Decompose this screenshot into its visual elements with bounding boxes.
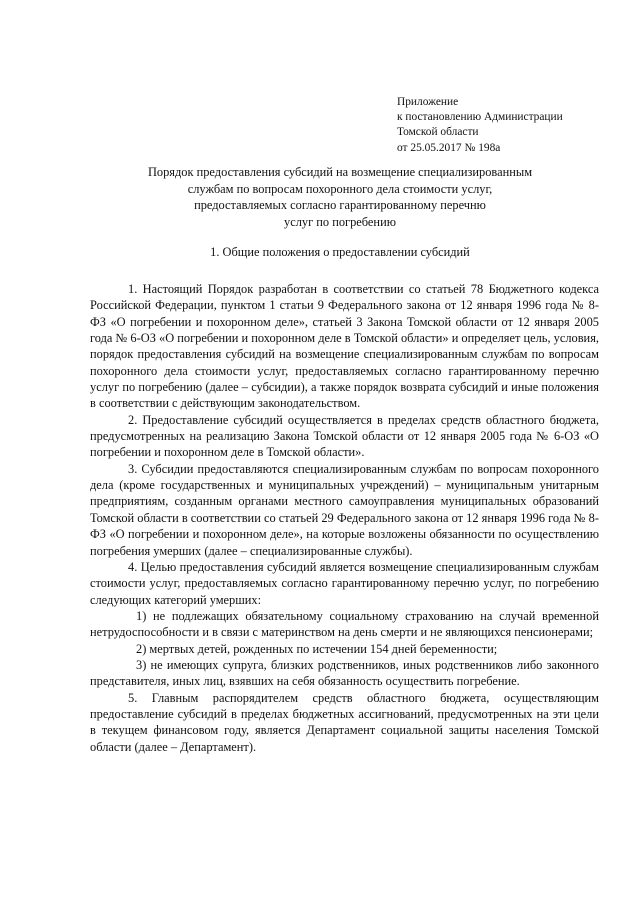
title-line: Порядок предоставления субсидий на возмещение специализированным: [147, 165, 533, 179]
paragraph-3: 3. Субсидии предоставляются специализированным службам по вопросам похоронного дела (кроме государственных и муниципальных учреждений) – муниципальным унитарным предприятиям, созданным органами местного самоуправления муниципальных образований Томской области в соответствии со статьей 29 Федерального закона от 12 января 1996 года № 8-ФЗ «О погребении и похоронном деле», на которые возложены обязанности по осуществлению погребения умерших (далее – специализированные службы).: [90, 461, 599, 558]
appendix-date-number: от 25.05.2017 № 198а: [397, 141, 501, 154]
list-item-2: 2) мертвых детей, рожденных по истечении 154 дней беременности;: [136, 641, 498, 656]
document-body: [90, 281, 599, 755]
list-item-1: 1) не подлежащих обязательному социальному страхованию на случай временной нетрудоспособности и в связи с материнством на день смерти и не являющихся пенсионерами;: [90, 608, 599, 640]
title-line: услуг по погребению: [284, 214, 396, 229]
appendix-block: [397, 95, 627, 156]
appendix-line: Томской области: [397, 126, 479, 139]
paragraph-4: 4. Целью предоставления субсидий является возмещение специализированным службам стоимости услуг, предоставляемых согласно гарантированному перечню услуг, по погребению следующих категорий умерших:: [90, 559, 599, 607]
list-item-3: 3) не имеющих супруга, близких родственников, иных родственников либо законного представителя, иных лиц, взявших на себя обязанность осуществить погребение.: [90, 657, 599, 689]
section-heading: 1. Общие положения о предоставлении субсидий: [210, 245, 470, 259]
paragraph-2: 2. Предоставление субсидий осуществляется в пределах средств областного бюджета, предусмотренных на реализацию Закона Томской области от 12 января 2005 года № 6-ОЗ «О погребении и похоронном деле в Томской области».: [90, 412, 599, 460]
document-title: [80, 164, 600, 230]
title-line: предоставляемых согласно гарантированному перечню: [194, 198, 486, 212]
appendix-line: Приложение: [397, 96, 459, 108]
paragraph-1: 1. Настоящий Порядок разработан в соответствии со статьей 78 Бюджетного кодекса Российской Федерации, пунктом 1 статьи 9 Федерального закона от 12 января 1996 года № 8-ФЗ «О погребении и похоронном деле», статьей 3 Закона Томской области от 12 января 2005 года № 6-ОЗ «О погребении и похоронном деле в Томской области» и определяет цель, условия, порядок предоставления субсидий на возмещение специализированным службам по вопросам похоронного дела стоимости услуг, предоставляемых согласно гарантированному перечню услуг по погребению (далее – субсидии), а также порядок возврата субсидий и иные положения в соответствии с действующим законодательством.: [90, 282, 599, 411]
appendix-line: к постановлению Администрации: [397, 111, 563, 124]
paragraph-5: 5. Главным распорядителем средств областного бюджета, осуществляющим предоставление субсидий в пределах бюджетных ассигнований, предусмотренных на эти цели в текущем финансовом году, является Департамент социальной защиты населения Томской области (далее – Департамент).: [90, 690, 599, 754]
title-line: службам по вопросам похоронного дела стоимости услуг,: [187, 181, 493, 196]
